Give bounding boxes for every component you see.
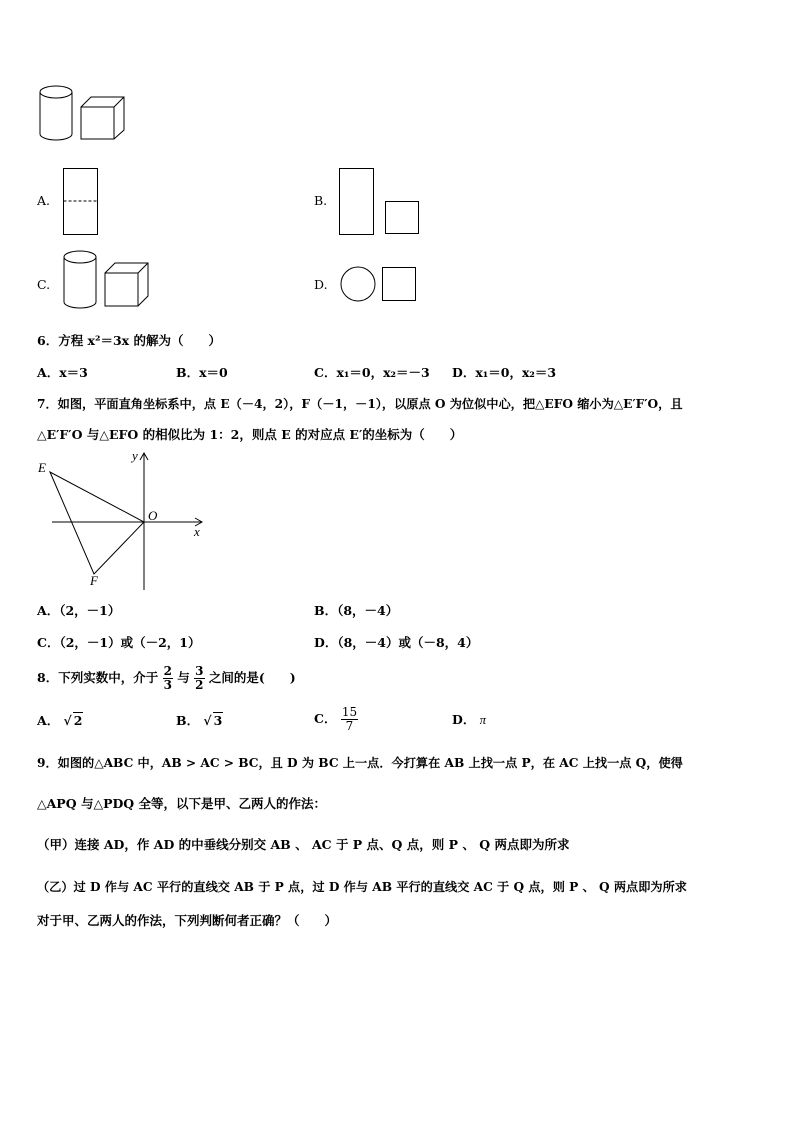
q8-option-a: A． √ 2: [37, 713, 83, 728]
q5-option-b-figure: [339, 168, 421, 236]
cylinder-shape: [40, 86, 72, 140]
q8-option-b: B． √ 3: [176, 713, 223, 728]
q9-line3: （甲）连接 AD，作 AD 的中垂线分别交 AB 、 AC 于 P 点、Q 点，则 P 、 Q 两点即为所求: [37, 837, 570, 852]
q8-stem-suffix: 之间的是( ): [208, 670, 296, 685]
q8-option-c: C． $\frac{15}{7}$: [314, 705, 358, 733]
q5-figure-solids: [36, 84, 131, 144]
cube-shape: [81, 97, 124, 139]
label-e: E: [38, 460, 46, 475]
q5-option-d-label: D.: [314, 277, 328, 292]
q7-option-b: B．（8，－4）: [314, 603, 399, 618]
label-x: x: [194, 524, 200, 539]
q9-line2: △APQ 与△PDQ 全等，以下是甲、乙两人的作法：: [37, 796, 327, 811]
q7-stem-line1: 7．如图，平面直角坐标系中，点 E（－4，2），F（－1，－1），以原点 O 为位似中心，把△EFO 缩小为△E′F′O，且: [37, 397, 683, 411]
q8-stem-mid: 与: [177, 670, 190, 685]
q6-stem: 6．方程 x²＝3x 的解为（ ）: [37, 333, 221, 348]
q7-option-a: A．（2，－1）: [37, 603, 121, 618]
q6-option-d: D．x₁＝0，x₂＝3: [452, 365, 557, 380]
q6-option-c: C．x₁＝0，x₂＝－3: [314, 365, 430, 380]
q5-option-d-figure: [340, 266, 420, 304]
q5-option-a-label: A.: [37, 193, 51, 208]
q9-line1: 9．如图的△ABC 中，AB > AC > BC，且 D 为 BC 上一点．今打算在 AB 上找一点 P，在 AC 上找一点 Q，使得: [37, 756, 683, 770]
q5-option-a-figure: [63, 168, 99, 236]
q8-fraction-1: $\frac{2}{3}$: [163, 664, 172, 692]
q7-stem-line2: △E′F′O 与△EFO 的相似比为 1：2，则点 E 的对应点 E′的坐标为（ ）: [37, 427, 463, 442]
q9-line4: （乙）过 D 作与 AC 平行的直线交 AB 于 P 点，过 D 作与 AB 平行的直线交 AC 于 Q 点，则 P 、 Q 两点即为所求: [37, 880, 687, 894]
label-y: y: [132, 448, 138, 463]
label-o: O: [148, 508, 158, 523]
triangle-efo: [50, 472, 144, 574]
q7-option-d: D．（8，－4）或（－8，4）: [314, 635, 479, 650]
label-f: F: [90, 573, 98, 588]
q7-coordinate-figure: [36, 450, 211, 590]
q8-stem-prefix: 8．下列实数中，介于: [37, 670, 159, 685]
q8-stem: [37, 663, 296, 693]
q5-option-b-label: B.: [314, 193, 328, 208]
q9-line5: 对于甲、乙两人的作法，下列判断何者正确？（ ）: [37, 913, 338, 928]
q6-option-b: B．x＝0: [176, 365, 228, 380]
q8-fraction-2: $\frac{3}{2}$: [195, 664, 204, 692]
q7-option-c: C．（2，－1）或（－2，1）: [37, 635, 201, 650]
q6-option-a: A．x＝3: [37, 365, 88, 380]
q5-option-c-figure: [62, 250, 154, 312]
q8-option-d: D． π: [452, 712, 486, 727]
q5-option-c-label: C.: [37, 277, 51, 292]
